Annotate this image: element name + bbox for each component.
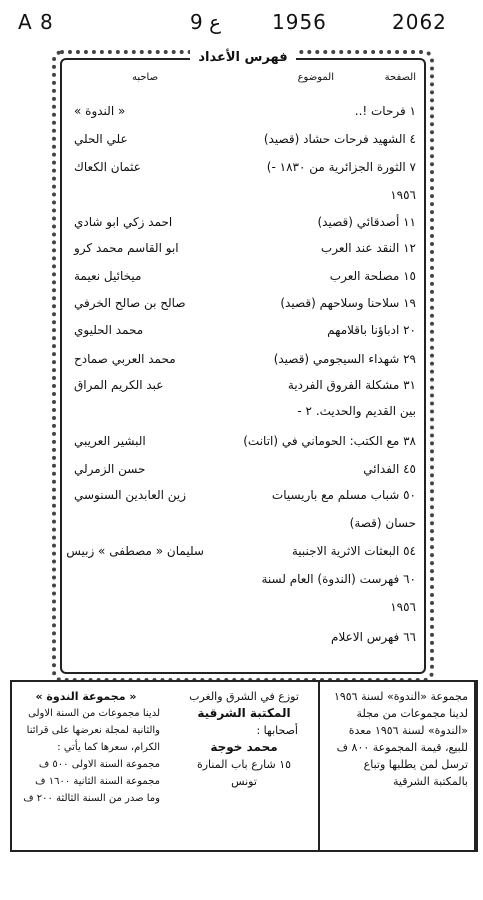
index-author: « الندوة »	[74, 104, 126, 118]
ad-middle: توزع في الشرق والغرب المكتبة الشرقية أصحابها : محمد خوجة ١٥ شارع باب المنارة تونس	[170, 682, 320, 850]
index-author: ابو القاسم محمد كرو	[74, 241, 179, 255]
index-topic: ١٩ سلاحنا وسلاحهم (قصيد)	[280, 296, 416, 310]
handwritten-mark-left: A 8	[18, 10, 54, 34]
index-author: عبد الكريم المراق	[74, 378, 164, 392]
index-author: محمد العربي صمادح	[74, 352, 176, 366]
index-title: فهرس الأعداد	[62, 50, 424, 65]
handwritten-mark-right: 2062	[392, 10, 447, 34]
advertisement-block	[10, 680, 478, 852]
index-author: محمد الحليوي	[74, 323, 144, 337]
col-header-topic: الموضوع	[297, 72, 334, 83]
ad-right: مجموعة «الندوة» لسنة ١٩٥٦ لدينا مجموعات من مجلة «الندوة» لسنة ١٩٥٦ معدة للبيع، قيمة المجموعة ٨٠٠ ف ترسل لمن يطلبها وتباع بالمكتبة الشرقية	[320, 682, 476, 850]
index-frame	[60, 50, 426, 674]
index-topic: ٣١ مشكلة الفروق الفردية	[287, 378, 416, 392]
index-topic: ١٩٥٦	[390, 600, 416, 614]
index-author: ميخائيل نعيمة	[74, 269, 142, 283]
handwritten-mark-mid: 9 ع	[190, 10, 222, 34]
index-topic: ١٥ مصلحة العرب	[329, 269, 416, 283]
index-author: صالح بن صالح الخرفي	[74, 296, 186, 310]
index-topic: ٢٩ شهداء السيجومي (قصيد)	[273, 352, 416, 366]
index-topic: ٧ الثورة الجزائرية من ١٨٣٠ -)	[266, 160, 416, 174]
index-author: زين العابدين السنوسي	[74, 488, 187, 502]
index-topic: ٥٠ شباب مسلم مع باريسيات	[271, 488, 416, 502]
index-topic: ٦٠ فهرست (الندوة) العام لسنة	[261, 572, 416, 586]
index-topic: ١٩٥٦	[390, 188, 416, 202]
index-topic: ١١ أصدقائي (قصيد)	[317, 215, 416, 229]
index-author: البشير العريبي	[74, 434, 146, 448]
index-author: علي الحلي	[74, 132, 128, 146]
index-topic: حسان (قصة)	[349, 516, 416, 530]
index-author: سليمان « مصطفى » زبيس	[66, 544, 204, 558]
col-header-author: صاحبه	[132, 72, 159, 83]
index-topic: ٦٦ فهرس الاعلام	[331, 630, 416, 644]
index-topic: ٤٥ الفدائي	[363, 462, 416, 476]
index-topic: بين القديم والحديث. ٢ -	[297, 404, 416, 418]
index-topic: ٤ الشهيد فرحات حشاد (قصيد)	[263, 132, 416, 146]
index-author: حسن الزمرلي	[74, 462, 146, 476]
index-author: احمد زكي ابو شادي	[74, 215, 173, 229]
col-header-page: الصفحة	[384, 72, 416, 83]
index-topic: ٥٤ البعثات الاثرية الاجنبية	[291, 544, 416, 558]
index-topic: ١ فرحات !..	[354, 104, 416, 118]
index-topic: ٢٠ ادباؤنا باقلامهم	[327, 323, 416, 337]
index-topic: ١٢ النقد عند العرب	[320, 241, 416, 255]
handwritten-year: 1956	[272, 10, 327, 34]
index-author: عثمان الكعاك	[74, 160, 141, 174]
ad-left: « مجموعة الندوة » لدينا مجموعات من السنة الاولى والثانية لمجلة نعرضها على قرائنا الكرام، سعرها كما يأتي : مجموعة السنة الاولى ٥٠٠ ف مجموعة السنة الثانية ١٦٠٠ ف وما صدر من السنة الثالثة ٢٠٠ ف	[23, 690, 160, 804]
index-topic: ٣٨ مع الكتب: الحوماني في (اتانت)	[243, 434, 416, 448]
